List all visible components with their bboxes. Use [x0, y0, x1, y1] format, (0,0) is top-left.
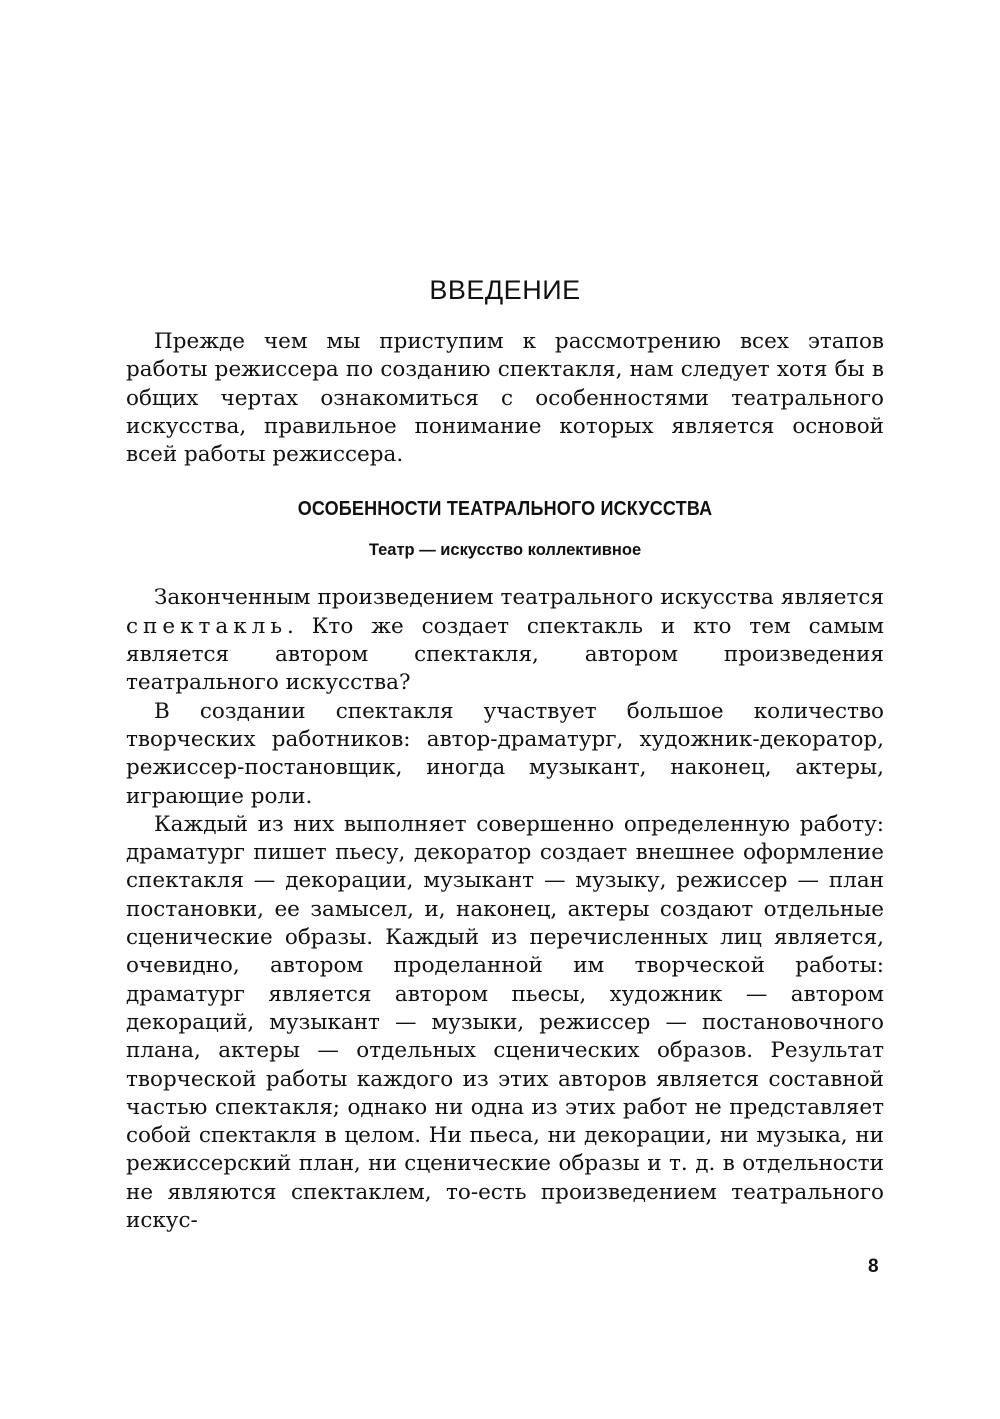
subsection-heading: Театр — искусство коллективное	[368, 541, 642, 560]
paragraph-2: В создании спектакля участвует большое количество творческих работников: автор-драматург, художник-декоратор, режиссер-постановщик, иногда музыкант, наконец, актеры, играющие роли.	[126, 698, 884, 809]
paragraph-1	[126, 584, 884, 697]
page-number: 8	[868, 1256, 879, 1277]
spaced-term: спектакль	[126, 613, 288, 639]
paragraph-1-after: . Кто же создает спектакль и кто тем самым является автором спектакля, автором произведения театрального искусства?	[126, 613, 884, 696]
paragraph-3: Каждый из них выполняет совершенно определенную работу: драматург пишет пьесу, декоратор создает внешнее оформление спектакля — декорации, музыкант — музыку, режиссер — план постановки, ее замысел, и, наконец, актеры создают отдельные сценические образы. Каждый из перечисленных лиц является, очевидно, автором проделанной им творческой работы: драматург является автором пьесы, художник — автором декораций, музыкант — музыки, режиссер — постановочного плана, актеры — отдельных сценических образов. Результат творческой работы каждого из этих авторов является составной частью спектакля; однако ни одна из этих работ не представляет собой спектакля в целом. Ни пьеса, ни декорации, ни музыка, ни режиссерский план, ни сценические образы и т. д. в отдельности не являются спектаклем, то-есть произведением театрального искус-	[126, 811, 884, 1234]
page-title: ВВЕДЕНИЕ	[429, 275, 581, 305]
intro-paragraph: Прежде чем мы приступим к рассмотрению всех этапов работы режиссера по созданию спектакля, нам следует хотя бы в общих чертах ознакомиться с особенностями театрального искусства, правильное понимание которых является основой всей работы режиссера.	[126, 329, 884, 468]
paragraph-1-before: Законченным произведением театрального искусства является	[154, 585, 884, 611]
page-text-block	[126, 275, 884, 1235]
section-heading: ОСОБЕННОСТИ ТЕАТРАЛЬНОГО ИСКУССТВА	[297, 498, 713, 521]
